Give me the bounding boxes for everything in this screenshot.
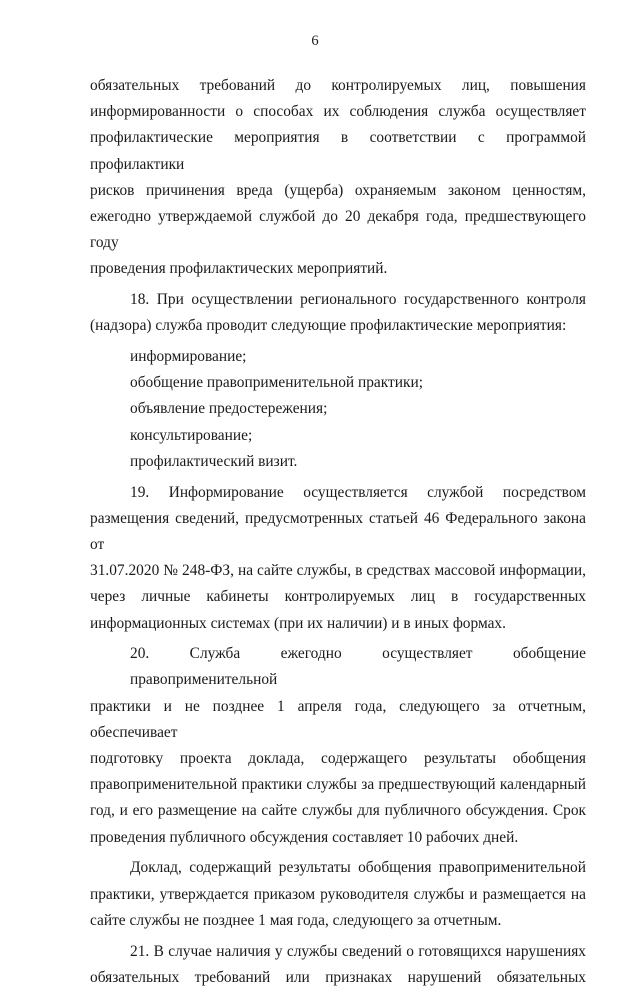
text-line: размещения сведений, предусмотренных статьей 46 Федерального закона от: [90, 509, 586, 553]
text-line: 18. При осуществлении регионального государственного контроля: [130, 291, 586, 309]
text-line: информированности о способах их соблюдения служба осуществляет: [90, 103, 586, 121]
paragraph-clause-18: [90, 287, 586, 339]
page-number: 6: [311, 33, 319, 49]
paragraph-clause-19: [90, 480, 586, 637]
text-line: профилактические мероприятия в соответствии с программой профилактики: [90, 129, 586, 173]
text-line: год, и его размещение на сайте службы для публичного обсуждения. Срок: [90, 802, 586, 820]
paragraph-report: [90, 855, 586, 934]
text-line: проведения профилактических мероприятий.: [90, 260, 388, 278]
measures-list: [90, 344, 586, 475]
text-line: проведения публичного обсуждения составляет 10 рабочих дней.: [90, 828, 519, 846]
text-line: 20. Служба ежегодно осуществляет обобщение правоприменительной: [130, 645, 586, 689]
list-item: объявление предостережения;: [130, 400, 328, 418]
text-line: рисков причинения вреда (ущерба) охраняемым законом ценностям,: [90, 181, 586, 199]
list-item: обобщение правоприменительной практики;: [130, 374, 423, 392]
text-line: практики, утверждается приказом руководителя службы и размещается на: [90, 885, 586, 903]
text-line: 21. В случае наличия у службы сведений о готовящихся нарушениях: [130, 942, 586, 960]
text-line: 31.07.2020 № 248-ФЗ, на сайте службы, в средствах массовой информации,: [90, 562, 586, 580]
text-line: (надзора) служба проводит следующие профилактические мероприятия:: [90, 317, 567, 335]
paragraph-continuation: [90, 73, 586, 283]
text-line: через личные кабинеты контролируемых лиц в государственных: [90, 588, 586, 606]
text-line: обязательных требований или признаках нарушений обязательных: [90, 968, 586, 986]
text-line: сайте службы не позднее 1 мая года, следующего за отчетным.: [90, 911, 502, 929]
list-item: консультирование;: [130, 426, 253, 444]
text-line: обязательных требований до контролируемых лиц, повышения: [90, 77, 586, 94]
text-line: подготовку проекта доклада, содержащего результаты обобщения: [90, 750, 586, 768]
paragraph-clause-21: [90, 939, 586, 991]
list-item: профилактический визит.: [130, 452, 298, 470]
text-line: 19. Информирование осуществляется службой посредством: [130, 483, 586, 501]
document-body: [90, 73, 586, 995]
text-line: Доклад, содержащий результаты обобщения правоприменительной: [130, 859, 586, 877]
text-line: информационных системах (при их наличии) и в иных формах.: [90, 614, 506, 632]
paragraph-clause-20: [90, 641, 586, 851]
list-item: информирование;: [130, 348, 247, 366]
text-line: правоприменительной практики службы за предшествующий календарный: [90, 776, 586, 794]
text-line: ежегодно утверждаемой службой до 20 декабря года, предшествующего году: [90, 208, 586, 252]
text-line: практики и не позднее 1 апреля года, следующего за отчетным, обеспечивает: [90, 697, 586, 741]
